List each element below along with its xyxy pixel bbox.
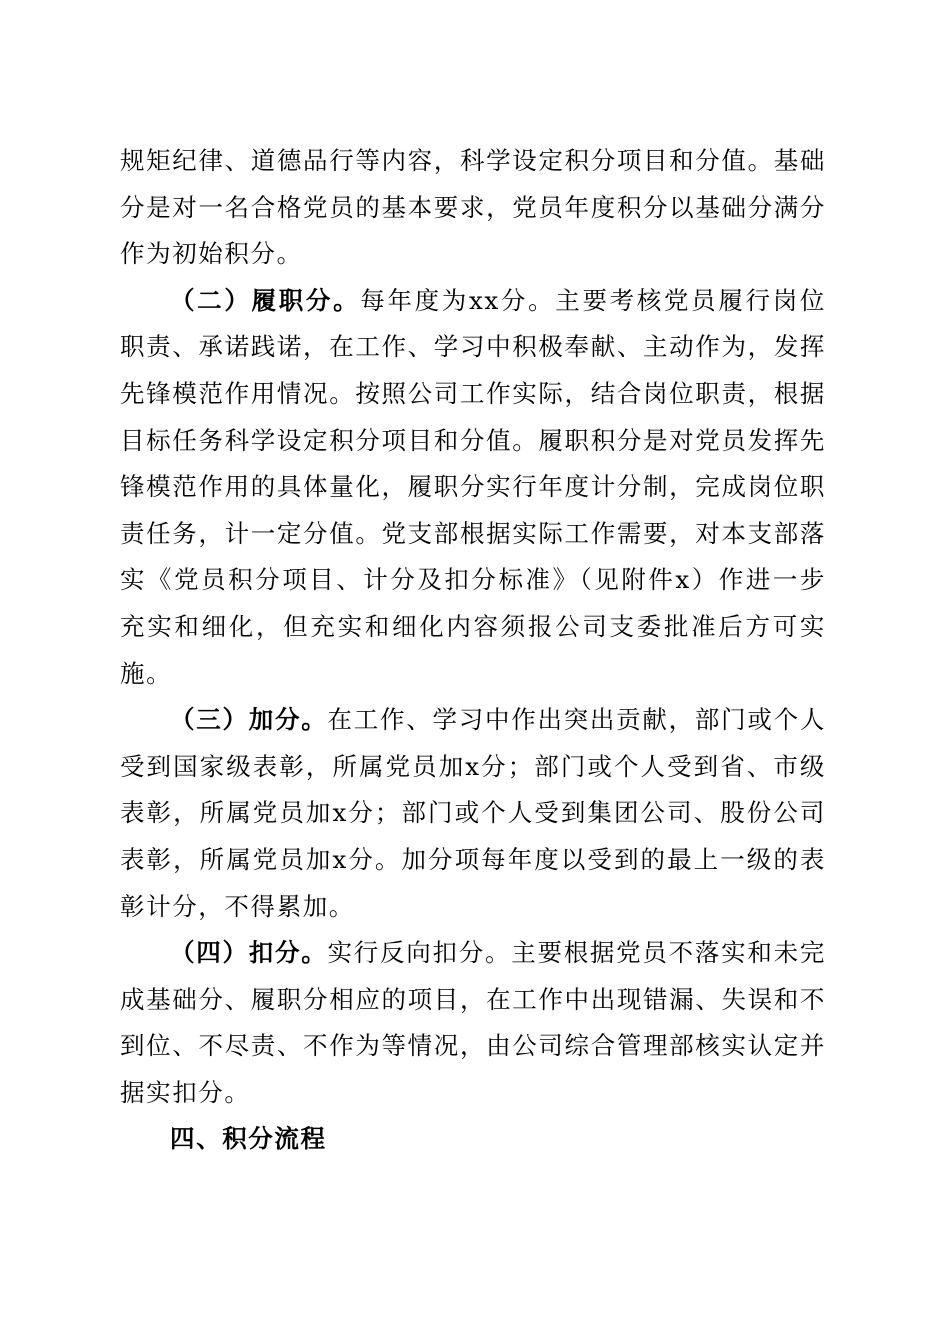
paragraph-text: 每年度为xx分。主要考核党员履行岗位职责、承诺践诺，在工作、学习中积极奉献、主动作为，发挥先锋模范作用情况。按照公司工作实际，结合岗位职责，根据目标任务科学设定积分项目和分值。履职积分是对党员发挥先锋模范作用的具体量化，履职分实行年度计分制，完成岗位职责任务，计一定分值。党支部根据实际工作需要，对本支部落实《党员积分项目、计分及扣分标准》（见附件x）作进一步充实和细化，但充实和细化内容须报公司支委批准后方可实施。 (120, 285, 826, 688)
paragraph-basic-score-continued (120, 138, 826, 278)
paragraph-deduction-score (120, 930, 826, 1116)
paragraph-text: 规矩纪律、道德品行等内容，科学设定积分项目和分值。基础分是对一名合格党员的基本要求，党员年度积分以基础分满分作为初始积分。 (120, 146, 826, 269)
paragraph-bonus-score (120, 697, 826, 930)
paragraph-text: 实行反向扣分。主要根据党员不落实和未完成基础分、履职分相应的项目，在工作中出现错漏、失误和不到位、不尽责、不作为等情况，由公司综合管理部核实认定并据实扣分。 (120, 938, 826, 1107)
document-body (120, 138, 826, 1163)
paragraph-lead-deduction-score: （四）扣分。 (170, 938, 328, 968)
section-heading-scoring-process: 四、积分流程 (170, 1124, 327, 1154)
paragraph-text: 在工作、学习中作出突出贡献，部门或个人受到国家级表彰，所属党员加x分；部门或个人受到省、市级表彰，所属党员加x分；部门或个人受到集团公司、股份公司表彰，所属党员加x分。加分项每年度以受到的最上一级的表彰计分，不得累加。 (120, 705, 826, 921)
paragraph-duty-score (120, 278, 826, 697)
paragraph-lead-duty-score: （二）履职分。 (170, 285, 361, 315)
paragraph-lead-bonus-score: （三）加分。 (170, 705, 328, 735)
